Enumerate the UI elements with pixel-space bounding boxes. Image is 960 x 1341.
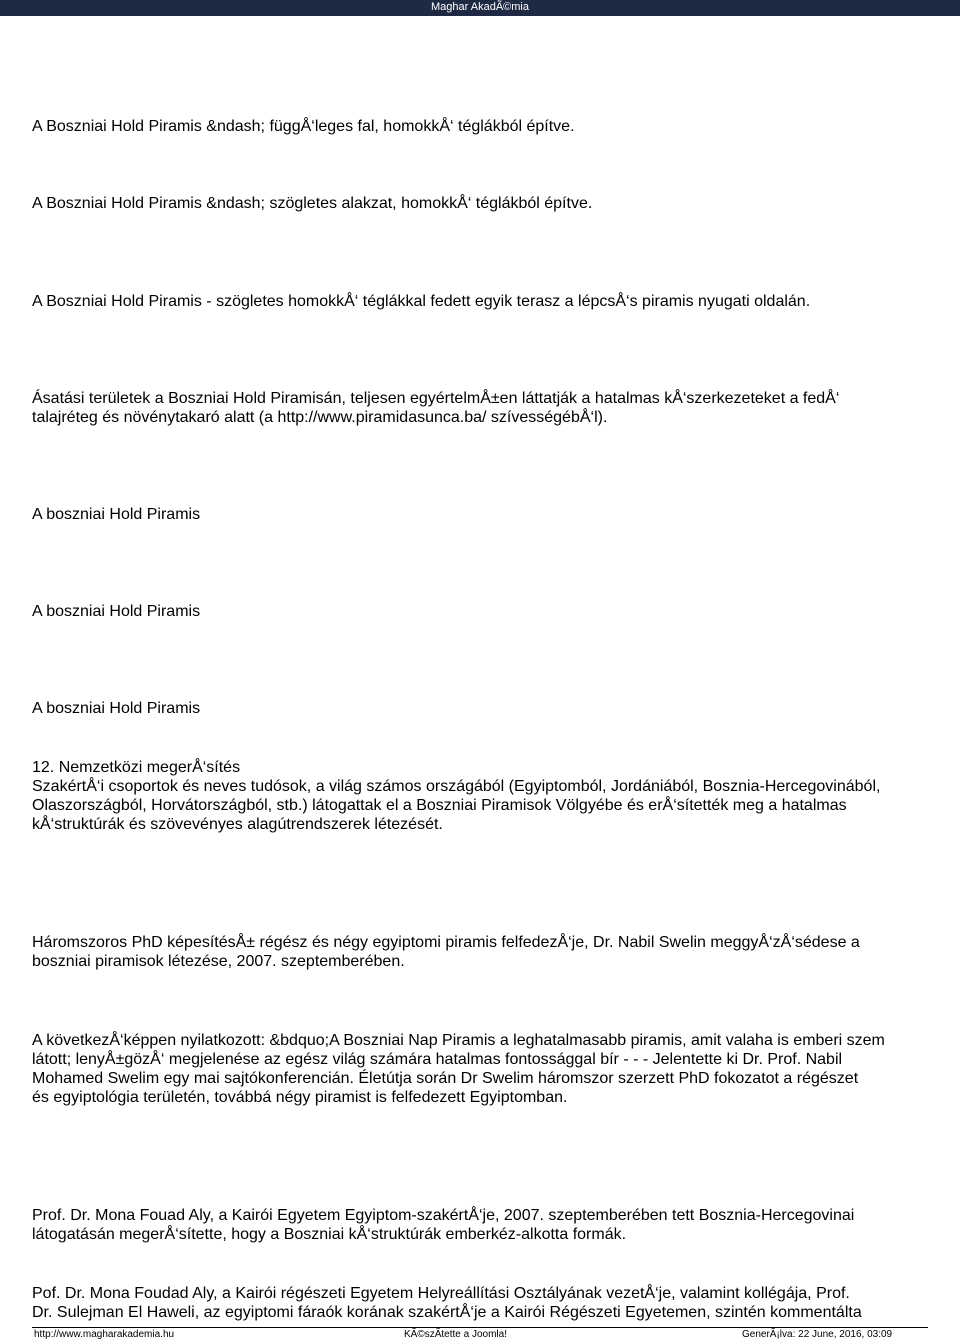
- footer-divider: [32, 1327, 928, 1328]
- paragraph-swelim-2: A következÅ‘képpen nyilatkozott: &bdquo;A Boszniai Nap Piramis a leghatalmasabb piramis, amit valaha is emberi szem látott; lenyÅ±gözÅ‘ megjelenése az egész világ számára hatalmas fontossággal bír - - - Jelentette ki Dr. Prof. Nabil Mohamed Swelim egy mai sajtókonferencián. Életútja során Dr Swelim háromszor szerzett PhD fokozatot a régészet és egyiptológia területén, továbbá négy piramist is felfedezett Egyiptomban.: [32, 1032, 885, 1106]
- paragraph-4: Ásatási területek a Boszniai Hold Piramisán, teljesen egyértelmÅ±en láttatják a hatalmas kÅ‘szerkezeteket a fedÅ‘ talajréteg és növénytakaró alatt (a http://www.piramidasunca.ba/ szívességébÅ‘l).: [32, 390, 840, 426]
- paragraph-2: A Boszniai Hold Piramis &ndash; szögletes alakzat, homokkÅ‘ téglákból építve.: [32, 195, 593, 212]
- caption-3: A boszniai Hold Piramis: [32, 700, 201, 717]
- paragraph-1: A Boszniai Hold Piramis &ndash; függÅ‘leges fal, homokkÅ‘ téglákból építve.: [32, 118, 575, 135]
- section-12: 12. Nemzetközi megerÅ‘sítés SzakértÅ‘i csoportok és neves tudósok, a világ számos országából (Egyiptomból, Jordániából, Bosznia-Hercegovinából, Olaszországból, Horvátországból, stb.) látogattak el a Boszniai Piramisok Völgyébe és erÅ‘sítették meg a hatalmas kÅ‘struktúrák és szövevényes alagútrendszerek létezését.: [32, 759, 881, 833]
- paragraph-aly-2: Pof. Dr. Mona Foudad Aly, a Kairói régészeti Egyetem Helyreállítási Osztályának vezetÅ‘je, valamint kollégája, Prof. Dr. Sulejman El Haweli, az egyiptomi fáraók korának szakértÅ‘je a Kairói Régészeti Egyetemen, szintén kommentálta: [32, 1285, 862, 1321]
- paragraph-aly-1: Prof. Dr. Mona Fouad Aly, a Kairói Egyetem Egyiptom-szakértÅ‘je, 2007. szeptemberében tett Bosznia-Hercegovinai látogatásán megerÅ‘sítette, hogy a Boszniai kÅ‘struktúrák emberkéz-alkotta formák.: [32, 1207, 855, 1243]
- footer-url-link[interactable]: http://www.magharakademia.hu: [34, 1329, 175, 1340]
- paragraph-swelim-1: Háromszoros PhD képesítésÅ± régész és négy egyiptomi piramis felfedezÅ‘je, Dr. Nabil Swelin meggyÅ‘zÅ‘sédese a boszniai piramisok létezése, 2007. szeptemberében.: [32, 934, 860, 970]
- caption-1: A boszniai Hold Piramis: [32, 506, 201, 523]
- site-header: [0, 0, 960, 16]
- footer-generated-date: GenerÃ¡lva: 22 June, 2016, 03:09: [742, 1329, 893, 1340]
- site-name: Maghar AkadÃ©mia: [431, 1, 529, 13]
- footer-powered-by: KÃ©szÃtette a Joomla!: [404, 1329, 507, 1340]
- paragraph-3: A Boszniai Hold Piramis - szögletes homokkÅ‘ téglákkal fedett egyik terasz a lépcsÅ‘s piramis nyugati oldalán.: [32, 293, 811, 310]
- caption-2: A boszniai Hold Piramis: [32, 603, 201, 620]
